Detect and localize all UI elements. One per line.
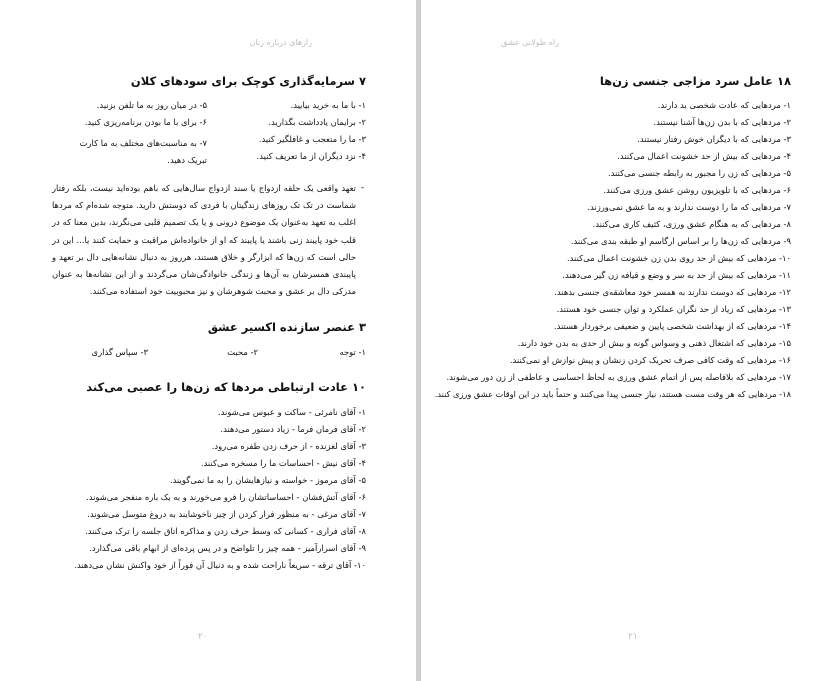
list-item: ۷- مردهایی که ما را دوست ندارند و به ما عشق نمی‌ورزند. — [587, 202, 791, 212]
list-item: ۲- برایمان یادداشت بگذارید. — [268, 117, 366, 127]
list-item: ۲- مردهایی که با بدن زن‌ها آشنا نیستند. — [653, 117, 791, 127]
section-title-10: ۱۰ عادت ارتباطی مردها که زن‌ها را عصبی می‌کند — [86, 380, 366, 394]
list-item: ۸- مردهایی که به هنگام عشق ورزی، کثیف کاری می‌کنند. — [592, 219, 791, 229]
list-item: ۳- ما را متعجب و غافلگیر کنید. — [258, 134, 366, 144]
list-item: ۱۰- مردهایی که بیش از حد روی بدن زن خشونت اعمال می‌کنند. — [567, 253, 791, 263]
list-item: ۱۴- مردهایی که از بهداشت شخصی پایین و ضعیفی برخوردار هستند. — [553, 321, 791, 331]
running-header: راه طولانی عشق — [501, 38, 559, 47]
list-item: ۱۷- مردهایی که بلافاصله پس از اتمام عشق ورزی به لحاظ احساسی و عاطفی از زن دور می‌شوند. — [446, 372, 791, 382]
list-item: ۲- آقای فرمان فرما - زیاد دستور می‌دهند. — [220, 424, 366, 434]
list-item: ۱- با ما به خرید بیایید. — [290, 100, 366, 110]
list-item: ۱۵- مردهایی که اشتغال ذهنی و وسواس گونه و بیش از حدی به بدن خود دارند. — [517, 338, 791, 348]
list-item: ۹- مردهایی که زن‌ها را بر اساس ارگاسم او طبقه بندی می‌کنند. — [570, 236, 791, 246]
section-title-3: ۳ عنصر سازنده اکسیر عشق — [207, 320, 366, 334]
list-item: ۳- آقای لغزنده - از حرف زدن طفره می‌رود. — [211, 441, 366, 451]
page-number: ۲۰ — [198, 632, 208, 642]
section-title-18: ۱۸ عامل سرد مزاجی جنسی زن‌ها — [599, 74, 791, 88]
list-item: ۱۱- مردهایی که بیش از حد به سر و وضع و قیافه زن گیر می‌دهند. — [562, 270, 791, 280]
list-item: ۱۲- مردهایی که دوست ندارند به همسر خود معاشقه‌ی جنسی بدهند. — [554, 287, 791, 297]
list-item: ۶- مردهایی که با تلویزیون روشن عشق ورزی می‌کنند. — [603, 185, 791, 195]
right-page — [421, 0, 839, 681]
list-item: ۱۸- مردهایی که هر وقت مست هستند، نیاز جنسی پیدا می‌کنند و حتماً باید در این اوقات عشق ورزی کنند. — [434, 389, 791, 399]
list-item: ۱- توجه — [339, 347, 366, 357]
list-item: ۶- آقای آتش‌فشان - احساساتشان را فرو می‌خورند و به یک باره منفجر می‌شوند. — [86, 492, 366, 502]
left-page — [0, 0, 416, 681]
list-item: ۵- آقای مرموز - خواسته و نیازهایشان را به ما نمی‌گویند. — [169, 475, 366, 485]
list-item: ۲- محبت — [227, 347, 258, 357]
list-item: ۱- مردهایی که عادت شخصی بد دارند. — [657, 100, 791, 110]
list-item: ۳- سپاس گذاری — [91, 347, 148, 357]
running-header: راز‌های درباره زنان — [249, 38, 312, 47]
section-title-7: ۷ سرمایه‌گذاری کوچک برای سودهای کلان — [130, 74, 366, 88]
list-item: ۱۳- مردهایی که زیاد از حد نگران عملکرد و توان جنسی خود هستند. — [556, 304, 791, 314]
list-item: ۴- مردهایی که بیش از حد خشونت اعمال می‌کنند. — [617, 151, 791, 161]
list-item: ۱۶- مردهایی که وقت کافی صرف تحریک کردن زنشان و پیش نوازش او نمی‌کنند. — [509, 355, 791, 365]
list-item: ۶- برای با ما بودن برنامه‌ریزی کنید. — [84, 117, 207, 127]
page-number: ۲۱ — [628, 632, 638, 642]
list-item: ۱- آقای نامرئی - ساکت و عبوس می‌شوند. — [217, 407, 366, 417]
list-item: ۸- آقای فراری - کسانی که وسط حرف زدن و مذاکره اتاق جلسه را ترک می‌کنند. — [85, 526, 366, 536]
bullet-dot: - — [361, 183, 365, 193]
list-item: ۴- نزد دیگران از ما تعریف کنید. — [256, 151, 366, 161]
list-item: ۷- به مناسبت‌های مختلف به ما کارت تبریک دهید. — [79, 138, 207, 165]
paragraph: تعهد واقعی یک حلقه ازدواج یا سند ازدواج سال‌هایی که باهم بوده‌اید نیست، بلکه رفتار شماست در تک تک روزهای زندگیتان با فردی که دوستش دارید. متوجه شده‌ام که مردها اغلب به تعهد به‌عنوان یک موضوع درونی و یا یک تصمیم قلبی می‌نگرند، بدین معنا که در قلب خود پایبند زنی باشند یا پایبند که او از خانواده‌اش مراقبت و حمایت کنند یا... این در حالی است که زن‌ها که ابزارگر و خلاق هستند، هرروز به دنبال نشانه‌هایی دال بر تعهد و پایبندی همسرشان به آن‌ها و زندگی خانوادگی‌شان می‌گردند و از این نشانه‌ها به عنوان مدرکی دال بر عشق و محبت شوهرشان و نیز محبوبیت خود استفاده می‌کنند. — [52, 183, 356, 297]
list-item: ۵- در میان روز به ما تلفن بزنید. — [96, 100, 207, 110]
list-item: ۷- آقای مرغی - به منظور فرار کردن از چیز ناخوشایند به دروغ متوسل می‌شوند. — [87, 509, 366, 519]
list-item: ۹- آقای اسرارآمیز - همه چیز را تلواضح و در پس پرده‌ای از ابهام باقی می‌گذارد. — [89, 543, 366, 553]
list-item: ۱۰- آقای ترقه - سریعاً ناراحت شده و به دنبال آن فوراً از خود واکنش نشان می‌دهند. — [74, 560, 366, 570]
list-item: ۳- مردهایی که با دیگران خوش رفتار نیستند. — [637, 134, 791, 144]
list-item: ۴- آقای نیش - احساسات ما را مسخره می‌کنند. — [200, 458, 366, 468]
list-item: ۵- مردهایی که زن را مجبور به رابطه جنسی می‌کنند. — [607, 168, 791, 178]
